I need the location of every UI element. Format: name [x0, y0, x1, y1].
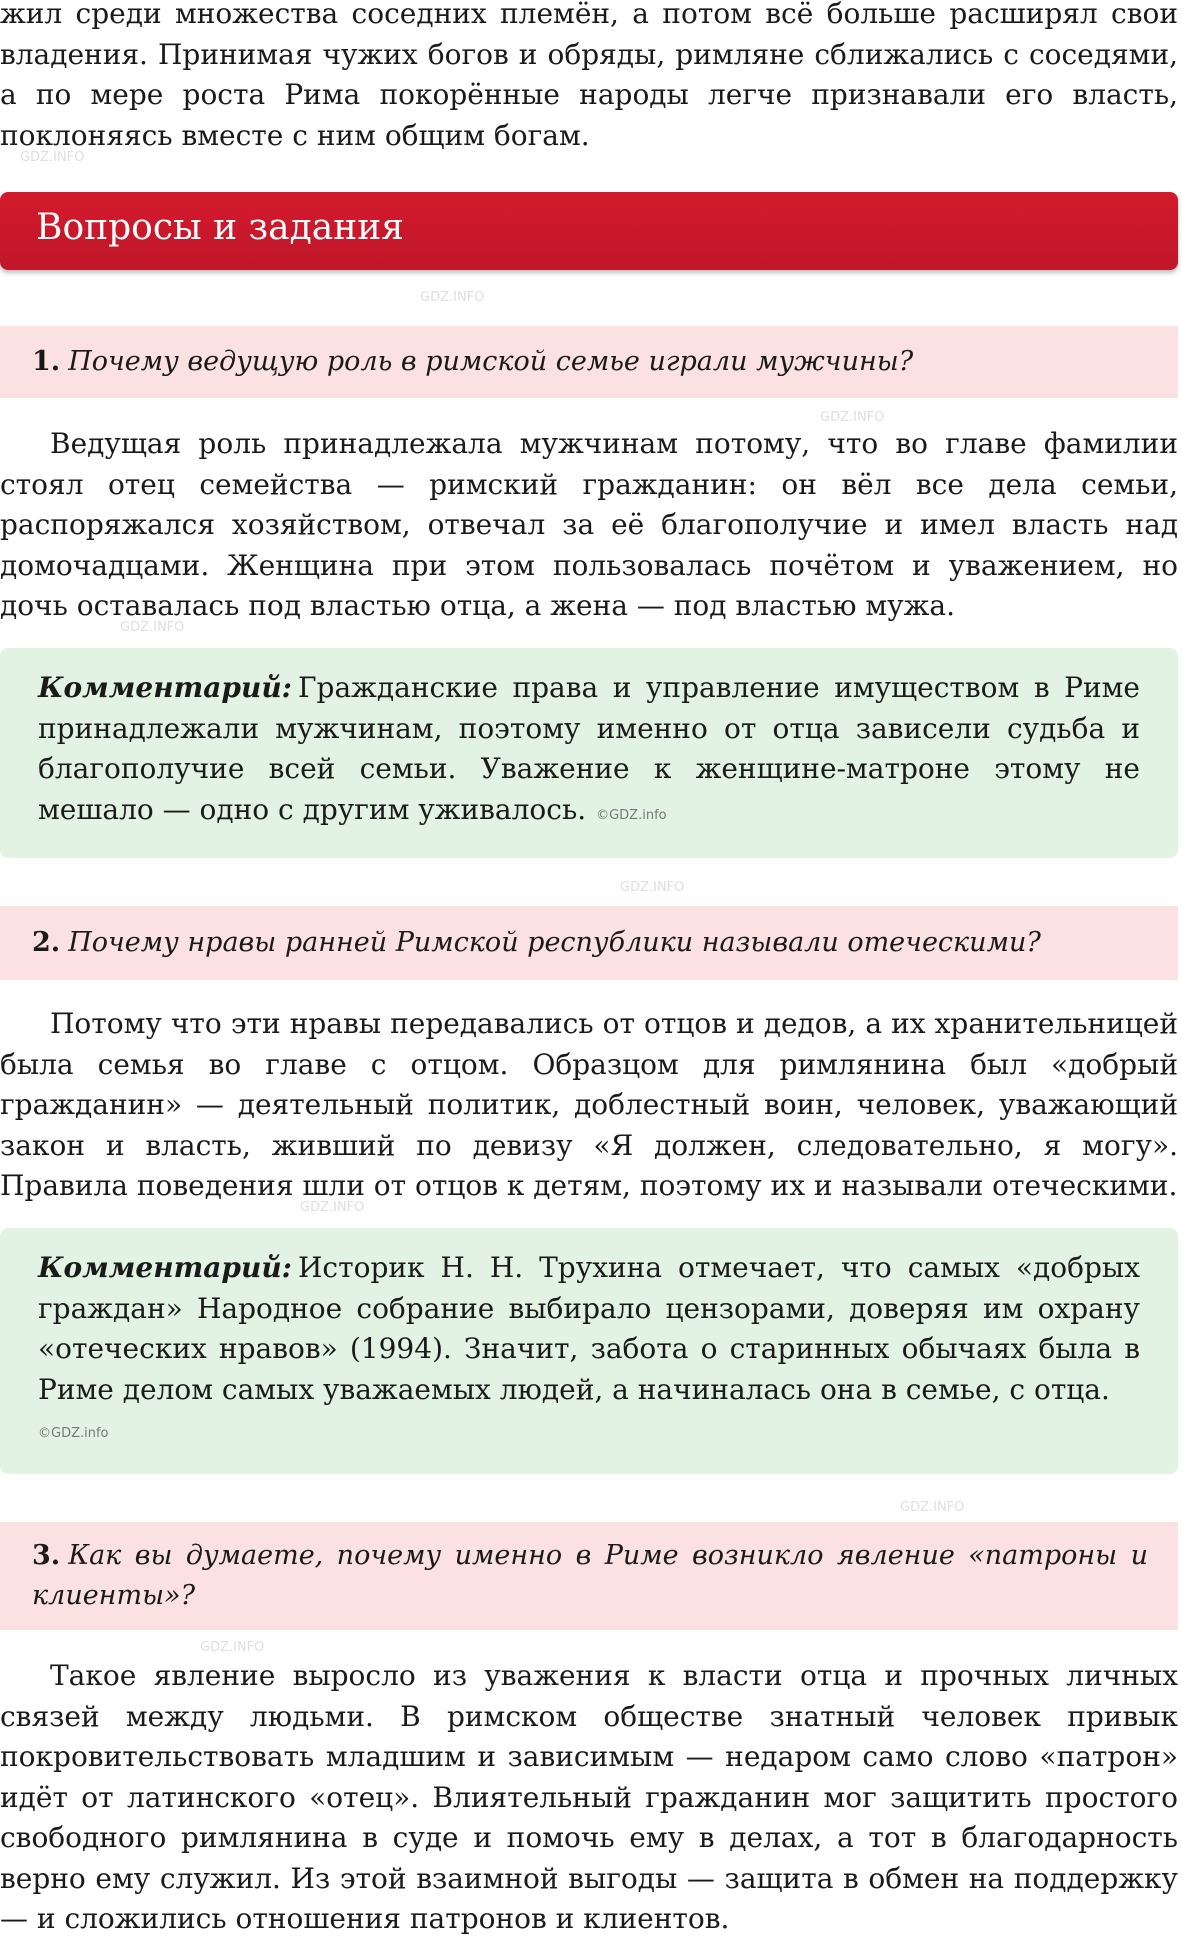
watermark: GDZ.INFO: [420, 290, 485, 305]
question-1-text: [32, 342, 1148, 382]
comment-2-text: [38, 1248, 1140, 1410]
question-label: Почему нравы ранней Римской республики называли отеческими?: [68, 927, 1041, 958]
watermark: GDZ.INFO: [300, 1200, 365, 1215]
question-number: 2.: [32, 927, 61, 958]
comment-1-text: [38, 668, 1140, 836]
watermark: GDZ.INFO: [200, 1640, 265, 1655]
question-3-text: [32, 1536, 1148, 1616]
section-header: [0, 192, 1178, 270]
section-title: Вопросы и задания: [36, 207, 404, 248]
comment-2-box: [0, 1228, 1178, 1474]
question-1-box: [0, 326, 1178, 398]
question-label: Как вы думаете, почему именно в Риме возникло явление «патроны и клиенты»?: [32, 1540, 1148, 1611]
question-2-text: [32, 923, 1148, 963]
watermark: GDZ.INFO: [620, 880, 685, 895]
comment-body: Историк Н. Н. Трухина отмечает, что самых «добрых граждан» Народное собрание выбирало цензорами, доверяя им охрану «отеческих нравов» (1994). Значит, забота о старинных обычаях была в Риме делом самых уважаемых людей, а начиналась она в семье, с отца.: [38, 1251, 1140, 1406]
question-number: 1.: [32, 346, 61, 377]
answer-2: Потому что эти нравы передавались от отцов и дедов, а их хранительницей была семья во главе с отцом. Образцом для римлянина был «добрый гражданин» — деятельный политик, доблестный воин, человек, уважающий закон и власть, живший по девизу «Я должен, следовательно, я могу». Правила поведения шли от отцов к детям, поэтому их и называли отеческими.: [0, 1007, 1178, 1202]
answer-3: Такое явление выросло из уважения к власти отца и прочных личных связей между людьми. В римском обществе знатный человек привык покровительствовать младшим и зависимым — недаром само слово «патрон» идёт от латинского «отец». Влиятельный гражданин мог защитить простого свободного римлянина в суде и помочь ему в делах, а тот в благодарность верно ему служил. Из этой взаимной выгоды — защита в обмен на поддержку — и сложились отношения патронов и клиентов.: [0, 1659, 1178, 1935]
question-3-box: [0, 1522, 1178, 1630]
comment-label: Комментарий:: [38, 1251, 293, 1284]
watermark: GDZ.INFO: [120, 620, 185, 635]
copyright-mark: ©GDZ.info: [596, 807, 667, 823]
watermark: GDZ.INFO: [900, 1500, 965, 1515]
intro-paragraph: жил среди множества соседних племён, а потом всё больше расширял свои владения. Принимая чужих богов и обряды, римляне сближались с соседями, а по мере роста Рима покорённые народы легче признавали его власть, поклоняясь вместе с ним общим богам.: [0, 0, 1178, 152]
watermark: GDZ.INFO: [820, 410, 885, 425]
question-label: Почему ведущую роль в римской семье играли мужчины?: [68, 346, 914, 377]
comment-1-box: [0, 648, 1178, 858]
copyright-mark: ©GDZ.info: [38, 1426, 109, 1441]
question-2-box: [0, 906, 1178, 980]
comment-body: Гражданские права и управление имуществом в Риме принадлежали мужчинам, поэтому именно от отца зависели судьба и благополучие всей семьи. Уважение к женщине-матроне этому не мешало — одно с другим уживалось.: [38, 671, 1140, 826]
question-number: 3.: [32, 1540, 61, 1571]
answer-1: Ведущая роль принадлежала мужчинам потому, что во главе фамилии стоял отец семейства — римский гражданин: он вёл все дела семьи, распоряжался хозяйством, отвечал за её благополучие и имел власть над домочадцами. Женщина при этом пользовалась почётом и уважением, но дочь оставалась под властью отца, а жена — под властью мужа.: [0, 427, 1178, 622]
comment-label: Комментарий:: [38, 671, 293, 704]
watermark: GDZ.INFO: [20, 150, 85, 165]
